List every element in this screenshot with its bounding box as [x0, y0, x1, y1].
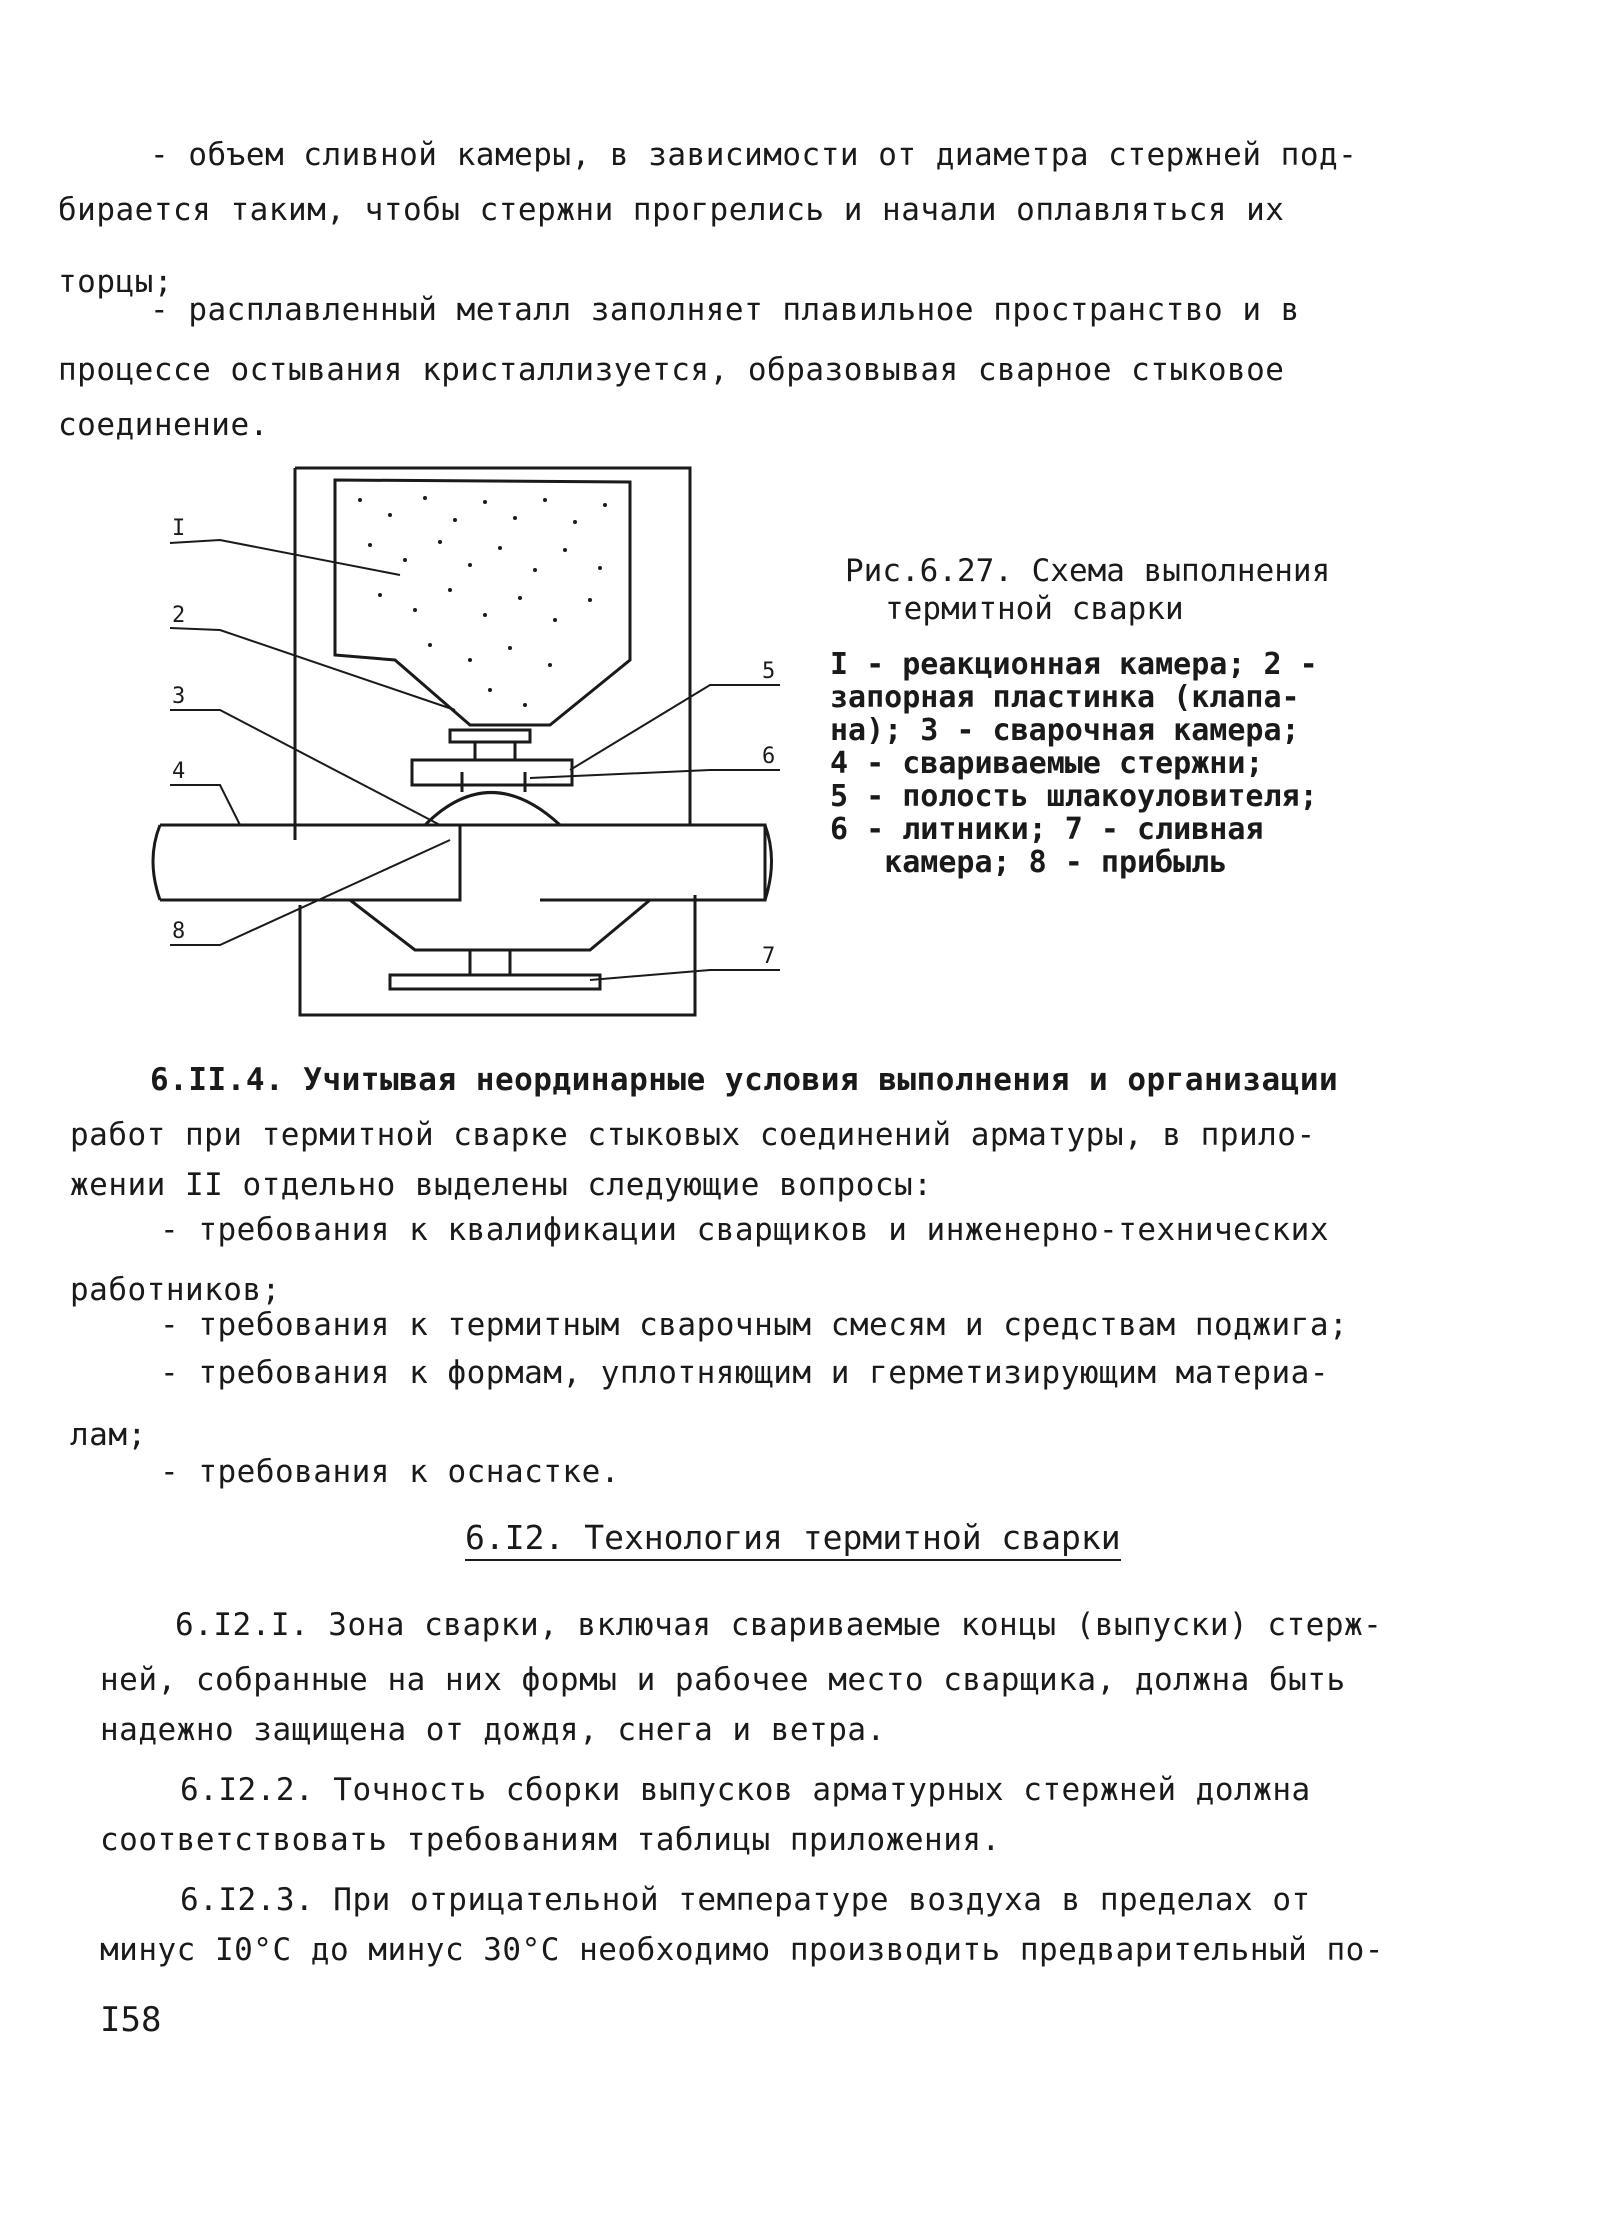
leader-8 — [170, 840, 450, 945]
text-line: работников; — [70, 1272, 281, 1308]
text-line: надежно защищена от дождя, снега и ветра. — [100, 1712, 886, 1748]
text-line: - требования к формам, уплотняющим и герметизирующим материа- — [160, 1355, 1329, 1391]
slag-catcher-cavity — [412, 760, 572, 785]
leader-5 — [570, 685, 780, 770]
page-number: I58 — [100, 2000, 162, 2040]
diagram-svg — [150, 460, 800, 1020]
text-line: 6.I2.3. При отрицательной температуре воздуха в пределах от — [180, 1882, 1311, 1918]
thermite-welding-diagram — [150, 460, 800, 1020]
text-line: 6.I2.2. Точность сборки выпусков арматурных стержней должна — [180, 1772, 1311, 1808]
legend-line: 5 - полость шлакоуловителя; — [830, 779, 1318, 814]
text-line: - расплавленный металл заполняет плавильное пространство и в — [150, 292, 1300, 328]
leader-7 — [590, 970, 780, 980]
weld-chamber — [425, 793, 560, 826]
thermite-mix — [358, 496, 607, 707]
leader-3 — [170, 710, 440, 825]
legend-line: камера; 8 - прибыль — [830, 845, 1228, 880]
drain-plate — [390, 975, 600, 989]
legend-line: I - реакционная камера; 2 - — [830, 647, 1318, 682]
callout-4: 4 — [172, 759, 186, 784]
callout-8: 8 — [172, 919, 186, 944]
legend-line: 4 - свариваемые стержни; — [830, 746, 1264, 781]
text-line: бирается таким, чтобы стержни прогрелись и начали оплавляться их — [58, 192, 1285, 228]
text-line: процессе остывания кристаллизуется, образовывая сварное стыковое — [58, 352, 1285, 388]
text-line: - требования к оснастке. — [160, 1454, 620, 1490]
legend-line: запорная пластинка (клапа- — [830, 680, 1300, 715]
legend-line: 6 - литники; 7 - сливная — [830, 812, 1264, 847]
text-line: работ при термитной сварке стыковых соединений арматуры, в прило- — [70, 1117, 1316, 1153]
text-line: соответствовать требованиям таблицы приложения. — [100, 1822, 1001, 1858]
leader-6 — [530, 770, 780, 778]
callout-2: 2 — [172, 603, 186, 628]
section-heading-6-12: 6.I2. Технология термитной сварки — [465, 1518, 1121, 1561]
reaction-chamber — [335, 480, 630, 725]
text-line: ней, собранные на них формы и рабочее место сварщика, должна быть — [100, 1662, 1346, 1698]
text-line: 6.I2.I. Зона сварки, включая свариваемые концы (выпуски) стерж- — [175, 1607, 1383, 1643]
leader-1 — [170, 540, 400, 575]
rod-right — [540, 825, 765, 900]
drain-chamber — [350, 900, 650, 950]
leader-4 — [170, 785, 240, 825]
caption-title-line: Рис.6.27. Схема выполнения — [845, 553, 1331, 589]
text-line: минус I0°C до минус 30°C необходимо производить предварительный по- — [100, 1932, 1384, 1968]
callout-7: 7 — [762, 944, 776, 969]
callout-6: 6 — [762, 744, 776, 769]
caption-title-line: термитной сварки — [885, 591, 1184, 627]
text-line: - требования к термитным сварочным смесям и средствам поджига; — [160, 1307, 1349, 1343]
rod-left — [160, 825, 460, 900]
callout-3: 3 — [172, 684, 186, 709]
callout-1: I — [172, 516, 186, 541]
text-line: лам; — [70, 1417, 147, 1453]
figure-legend — [830, 648, 1318, 879]
callout-5: 5 — [762, 659, 776, 684]
text-line: соединение. — [58, 407, 269, 443]
text-line: - объем сливной камеры, в зависимости от диаметра стержней под- — [150, 137, 1358, 173]
section-6-11-4-line: 6.II.4. Учитывая неординарные условия выполнения и организации — [150, 1062, 1339, 1098]
text-line: жении II отдельно выделены следующие вопросы: — [70, 1167, 933, 1203]
legend-line: на); 3 - сварочная камера; — [830, 713, 1300, 748]
text-line: - требования к квалификации сварщиков и инженерно-технических — [160, 1212, 1329, 1248]
figure-caption — [845, 552, 1330, 628]
leader-2 — [170, 628, 455, 710]
text-line: торцы; — [58, 264, 173, 300]
shutoff-plate — [450, 730, 530, 742]
